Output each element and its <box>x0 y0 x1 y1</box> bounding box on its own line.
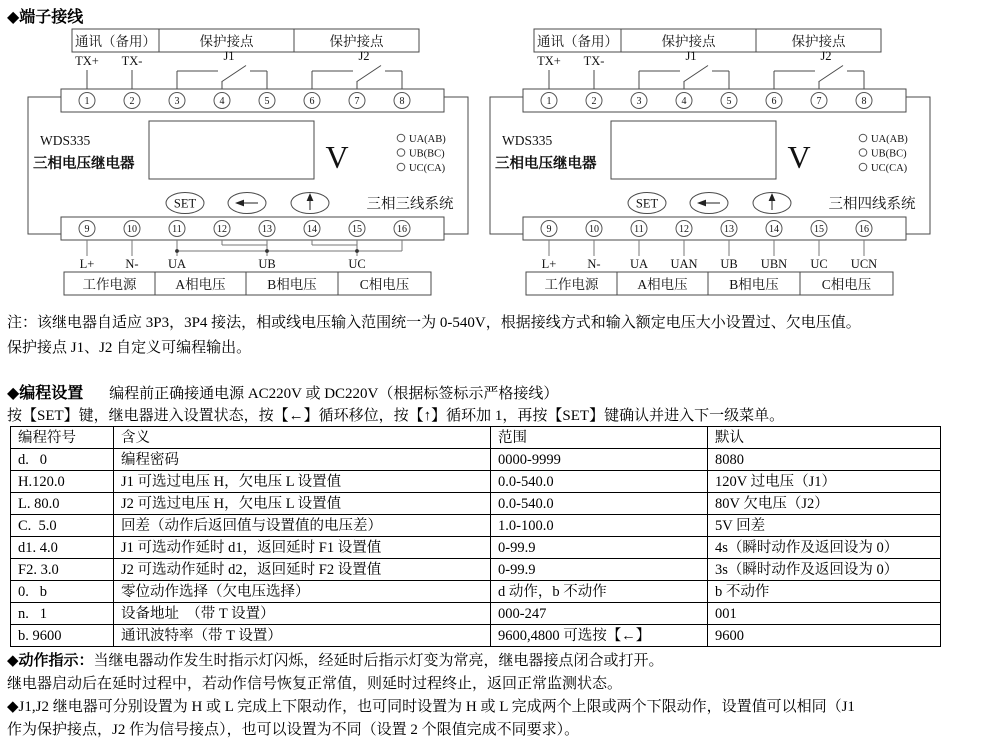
table-row <box>11 449 941 471</box>
terminal-number: 3 <box>636 96 642 108</box>
contact-blade <box>222 66 246 82</box>
table-cell: H.120.0 <box>11 471 114 493</box>
table-cell: 通讯波特率（带 T 设置） <box>114 625 491 647</box>
table-cell: 设备地址 （带 T 设置） <box>114 603 491 625</box>
table-cell: 80V 欠电压（J2） <box>708 493 941 515</box>
relay-contact-label: J1 <box>685 49 697 63</box>
terminal-number: 15 <box>352 224 362 236</box>
wiring-note-line1: 注：该继电器自适应 3P3，3P4 接法，相或线电压输入范围统一为 0-540V，根据接线方式和输入额定电压大小设置过、欠电压值。 <box>7 315 861 331</box>
table-cell: 0000-9999 <box>491 449 708 471</box>
terminal-group-label: 保护接点 <box>329 34 384 49</box>
table-row <box>11 603 941 625</box>
terminal-number: 13 <box>262 224 272 236</box>
terminal-group-label: 保护接点 <box>199 34 254 49</box>
model-label: WDS335 <box>502 133 553 148</box>
wiring-note <box>7 311 985 361</box>
bottom-wire-label: UA <box>629 257 649 271</box>
phase-box-label: B相电压 <box>267 277 317 292</box>
table-cell: d 动作，b 不动作 <box>491 581 708 603</box>
terminal-number: 4 <box>681 96 687 108</box>
indicator-lamp <box>859 149 867 157</box>
action-note-text: 当继电器动作发生时指示灯闪烁，经延时后指示灯变为常亮，继电器接点闭合或打开。 <box>93 653 664 669</box>
programming-instructions: 按【SET】键，继电器进入设置状态，按【←】循环移位，按【↑】循环加 1，再按【SET】键确认并进入下一级菜单。 <box>7 408 785 424</box>
indicator-label: UA(AB) <box>409 133 446 145</box>
table-cell: d. 0 <box>11 449 114 471</box>
wiring-diagram-four-wire <box>486 27 934 299</box>
table-row <box>11 493 941 515</box>
terminal-number: 9 <box>546 224 552 236</box>
terminal-number: 7 <box>816 96 822 108</box>
wire-junction-dot <box>175 249 179 253</box>
table-cell: J1 可选动作延时 d1，返回延时 F1 设置值 <box>114 537 491 559</box>
table-cell: 回差（动作后返回值与设置值的电压差） <box>114 515 491 537</box>
table-row <box>11 537 941 559</box>
terminal-number: 12 <box>679 224 689 236</box>
table-cell: 零位动作选择（欠电压选择） <box>114 581 491 603</box>
table-cell: C. 5.0 <box>11 515 114 537</box>
programming-section-heading <box>7 380 558 403</box>
terminal-number: 6 <box>309 96 315 108</box>
display-window <box>149 121 314 179</box>
voltage-unit: V <box>325 139 349 175</box>
terminal-number: 10 <box>127 224 137 236</box>
table-cell: 4s（瞬时动作及返回设为 0） <box>708 537 941 559</box>
terminal-number: 6 <box>771 96 777 108</box>
wire-junction-dot <box>355 249 359 253</box>
terminal-number: 16 <box>397 224 407 236</box>
terminal-number: 13 <box>724 224 734 236</box>
terminal-group-label: 保护接点 <box>661 34 716 49</box>
phase-box-label: C相电压 <box>821 277 872 292</box>
indicator-lamp <box>859 163 867 171</box>
system-type-label: 三相四线系统 <box>828 196 916 213</box>
terminal-number: 2 <box>129 96 135 108</box>
action-note-line <box>7 719 985 739</box>
terminal-strip-top <box>61 89 444 112</box>
table-cell: J1 可选过电压 H，欠电压 L 设置值 <box>114 471 491 493</box>
set-button-label: SET <box>173 196 197 211</box>
table-cell: 3s（瞬时动作及返回设为 0） <box>708 559 941 581</box>
phase-box-label: A相电压 <box>175 277 226 292</box>
table-cell: 9600 <box>708 625 941 647</box>
action-note-text: 作为保护接点，J2 作为信号接点），也可以设置为不同（设置 2 个限值完成不同要求）。 <box>7 722 580 738</box>
phase-box-label: A相电压 <box>637 277 688 292</box>
programming-power-note: 编程前正确接通电源 AC220V 或 DC220V（根据标签标示严格接线） <box>109 386 559 402</box>
bottom-wire-label: L+ <box>79 257 95 271</box>
terminal-number: 11 <box>634 224 644 236</box>
wire-junction-dot <box>265 249 269 253</box>
terminal-number: 11 <box>172 224 182 236</box>
table-cell: 编程密码 <box>114 449 491 471</box>
bottom-wire-label: UB <box>720 257 738 271</box>
phase-box-label: C相电压 <box>359 277 410 292</box>
relay-contact-label: J2 <box>820 49 832 63</box>
table-cell: 0.0-540.0 <box>491 493 708 515</box>
table-cell: 9600,4800 可选按【←】 <box>491 625 708 647</box>
terminal-number: 14 <box>307 224 317 236</box>
terminal-number: 7 <box>354 96 360 108</box>
table-cell: 0. b <box>11 581 114 603</box>
table-cell: J2 可选动作延时 d2，返回延时 F2 设置值 <box>114 559 491 581</box>
table-cell: d1. 4.0 <box>11 537 114 559</box>
table-row <box>11 625 941 647</box>
indicator-label: UB(BC) <box>409 148 445 160</box>
terminal-number: 15 <box>814 224 824 236</box>
relay-contact-label: J1 <box>223 49 235 63</box>
tx-label: TX- <box>583 54 605 68</box>
contact-blade <box>684 66 708 82</box>
action-note-line <box>7 673 985 696</box>
table-cell: 0.0-540.0 <box>491 471 708 493</box>
terminal-number: 5 <box>726 96 732 108</box>
action-note-text: ◆J1,J2 继电器可分别设置为 H 或 L 完成上下限动作，也可同时设置为 H 或 L 完成两个上限或两个下限动作，设置值可以相同（J1 <box>7 699 855 715</box>
table-header-cell: 范围 <box>491 427 708 449</box>
terminal-group-label: 通讯（备用） <box>537 34 618 49</box>
indicator-label: UC(CA) <box>871 162 908 174</box>
table-cell: L. 80.0 <box>11 493 114 515</box>
indicator-lamp <box>397 163 405 171</box>
bottom-wire-label: UB <box>258 257 276 271</box>
terminal-number: 5 <box>264 96 270 108</box>
table-cell: 0-99.9 <box>491 537 708 559</box>
bottom-wire-label: UC <box>810 257 828 271</box>
bottom-wire-label: UC <box>348 257 366 271</box>
table-row <box>11 471 941 493</box>
programming-table <box>10 426 941 647</box>
wiring-diagram-three-wire <box>24 27 472 299</box>
table-cell: 120V 过电压（J1） <box>708 471 941 493</box>
indicator-lamp <box>397 134 405 142</box>
phase-box-label: B相电压 <box>729 277 779 292</box>
terminal-group-label: 保护接点 <box>791 34 846 49</box>
table-cell: 001 <box>708 603 941 625</box>
bottom-wire-label: UCN <box>850 257 878 271</box>
table-cell: 0-99.9 <box>491 559 708 581</box>
terminal-number: 2 <box>591 96 597 108</box>
indicator-lamp <box>859 134 867 142</box>
table-cell: J2 可选过电压 H，欠电压 L 设置值 <box>114 493 491 515</box>
contact-blade <box>819 66 843 82</box>
bottom-wire-label: N- <box>587 257 601 271</box>
voltage-unit: V <box>787 139 811 175</box>
table-row <box>11 581 941 603</box>
contact-blade <box>357 66 381 82</box>
table-cell: F2. 3.0 <box>11 559 114 581</box>
section-title-terminal-wiring: ◆端子接线 <box>7 9 84 26</box>
bottom-wire-label: UA <box>167 257 187 271</box>
table-cell: b 不动作 <box>708 581 941 603</box>
terminal-number: 10 <box>589 224 599 236</box>
table-row <box>11 515 941 537</box>
table-cell: b. 9600 <box>11 625 114 647</box>
terminal-number: 9 <box>84 224 90 236</box>
terminal-group-label: 通讯（备用） <box>75 34 156 49</box>
table-cell: 8080 <box>708 449 941 471</box>
table-cell: n. 1 <box>11 603 114 625</box>
action-notes <box>7 650 985 739</box>
indicator-label: UB(BC) <box>871 148 907 160</box>
terminal-strip-bottom <box>523 217 906 240</box>
tx-label: TX+ <box>537 54 561 68</box>
table-cell: 1.0-100.0 <box>491 515 708 537</box>
model-label: WDS335 <box>40 133 91 148</box>
terminal-number: 8 <box>399 96 405 108</box>
action-note-line <box>7 696 985 719</box>
terminal-number: 16 <box>859 224 869 236</box>
action-note-text: 继电器启动后在延时过程中，若动作信号恢复正常值，则延时过程终止，返回正常监测状态。 <box>7 676 623 692</box>
programming-table-body <box>11 449 941 647</box>
indicator-label: UC(CA) <box>409 162 446 174</box>
terminal-strip-top <box>523 89 906 112</box>
relay-contact-label: J2 <box>358 49 370 63</box>
action-note-line <box>7 650 985 673</box>
indicator-label: UA(AB) <box>871 133 908 145</box>
terminal-number: 8 <box>861 96 867 108</box>
system-type-label: 三相三线系统 <box>366 196 454 213</box>
terminal-strip-bottom <box>61 217 444 240</box>
display-window <box>611 121 776 179</box>
device-name: 三相电压继电器 <box>495 156 597 172</box>
bottom-wire-label: L+ <box>541 257 557 271</box>
action-note-bold: ◆动作指示： <box>7 653 94 669</box>
table-header-cell: 默认 <box>708 427 941 449</box>
terminal-number: 4 <box>219 96 225 108</box>
bottom-wire-label: N- <box>125 257 139 271</box>
bottom-wire-label: UAN <box>670 257 698 271</box>
table-row <box>11 559 941 581</box>
table-cell: 5V 回差 <box>708 515 941 537</box>
terminal-number: 1 <box>546 96 552 108</box>
bottom-wire-label: UBN <box>760 257 788 271</box>
device-name: 三相电压继电器 <box>33 156 135 172</box>
terminal-number: 3 <box>174 96 180 108</box>
phase-box-label: 工作电源 <box>544 277 599 292</box>
terminal-number: 14 <box>769 224 779 236</box>
table-header-cell: 含义 <box>114 427 491 449</box>
table-cell: 000-247 <box>491 603 708 625</box>
indicator-lamp <box>397 149 405 157</box>
set-button-label: SET <box>635 196 659 211</box>
tx-label: TX- <box>121 54 143 68</box>
table-header-cell: 编程符号 <box>11 427 114 449</box>
phase-box-label: 工作电源 <box>82 277 137 292</box>
programming-table-head <box>11 427 941 449</box>
tx-label: TX+ <box>75 54 99 68</box>
section-title-programming: ◆编程设置 <box>7 385 84 402</box>
terminal-number: 1 <box>84 96 90 108</box>
terminal-number: 12 <box>217 224 227 236</box>
wiring-note-line2: 保护接点 J1、J2 自定义可编程输出。 <box>7 340 252 356</box>
